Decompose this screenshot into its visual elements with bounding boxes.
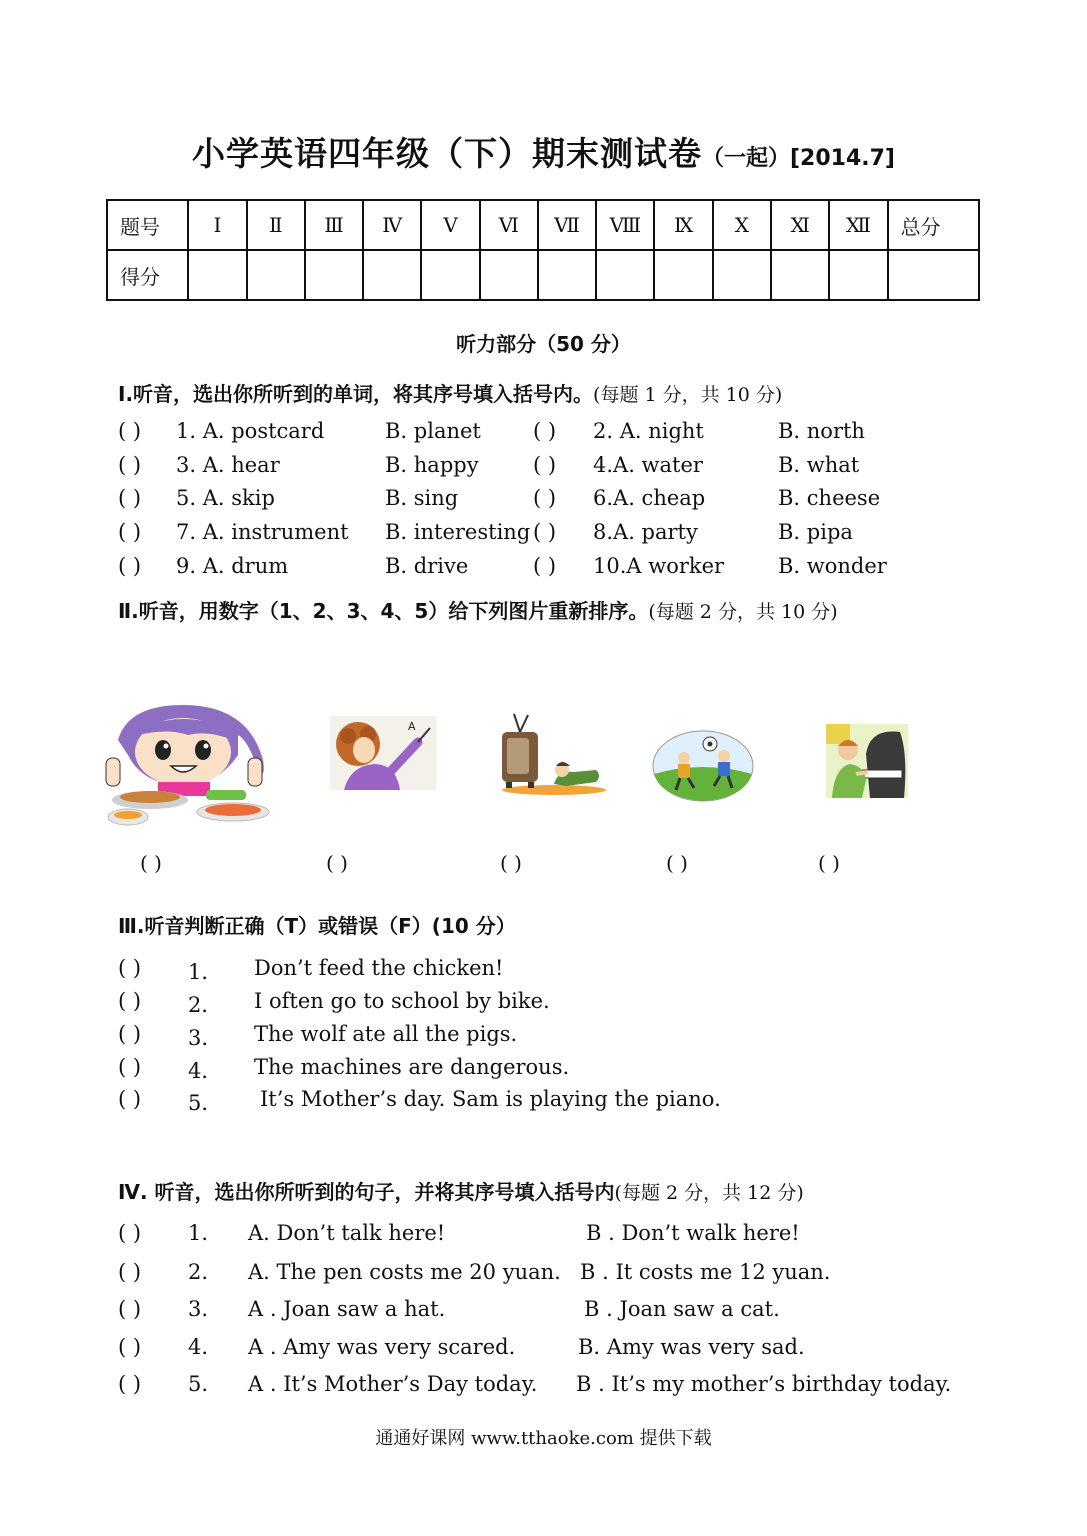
option-b: B. north xyxy=(778,419,865,443)
answer-blank: ( ) xyxy=(533,419,557,443)
picture-4-blank: ( ) xyxy=(666,851,688,875)
statement-text: The wolf ate all the pigs. xyxy=(254,1022,518,1046)
question-text: 3. A. hear xyxy=(176,453,280,477)
listening-heading: 听力部分（50 分） xyxy=(456,332,631,356)
statement-text: Don’t feed the chicken! xyxy=(254,956,504,980)
option-a: A . Joan saw a hat. xyxy=(248,1297,446,1321)
column-12: Ⅻ xyxy=(829,200,887,250)
score-cell xyxy=(480,250,538,300)
option-b: B . Don’t walk here! xyxy=(586,1221,800,1245)
answer-blank: ( ) xyxy=(118,520,142,544)
option-b: B. what xyxy=(778,453,860,477)
picture-3-blank: ( ) xyxy=(500,851,522,875)
score-cell xyxy=(596,250,654,300)
question-text: 2. A. night xyxy=(593,419,704,443)
section4-heading xyxy=(118,1176,804,1205)
answer-blank: ( ) xyxy=(118,1087,142,1111)
score-label: 得分 xyxy=(107,250,188,300)
column-10: Ⅹ xyxy=(713,200,771,250)
item-number: 3． xyxy=(188,1026,223,1050)
question-text: 10.A worker xyxy=(593,554,725,578)
answer-blank: ( ) xyxy=(533,554,557,578)
score-cell xyxy=(771,250,829,300)
boy-watching-tv-picture xyxy=(496,712,606,796)
statement-text: The machines are dangerous. xyxy=(254,1055,570,1079)
column-4: Ⅳ xyxy=(363,200,421,250)
svg-text:A: A xyxy=(408,720,416,733)
answer-blank: ( ) xyxy=(533,520,557,544)
option-b: B. drive xyxy=(385,554,469,578)
section2-title: Ⅱ.听音，用数字（1、2、3、4、5）给下列图片重新排序。 xyxy=(118,599,649,623)
woman-pointing-picture xyxy=(330,716,436,790)
statement-text: I often go to school by bike. xyxy=(254,989,550,1013)
answer-blank: ( ) xyxy=(118,956,142,980)
item-number: 4. xyxy=(188,1335,209,1359)
total-score-label: 总分 xyxy=(888,200,979,250)
option-a: A. The pen costs me 20 yuan. xyxy=(248,1260,561,1284)
column-5: Ⅴ xyxy=(421,200,479,250)
answer-blank: ( ) xyxy=(118,1022,142,1046)
score-cell xyxy=(538,250,596,300)
title-main: 小学英语四年级（下）期末测试卷 xyxy=(191,134,702,173)
option-b: B. planet xyxy=(385,419,481,443)
score-table-header-row xyxy=(107,200,979,250)
option-b: B. cheese xyxy=(778,486,881,510)
item-number: 2. xyxy=(188,1260,209,1284)
answer-blank: ( ) xyxy=(118,486,142,510)
answer-blank: ( ) xyxy=(118,1221,142,1245)
option-b: B . Joan saw a cat. xyxy=(584,1297,780,1321)
page-title xyxy=(0,128,1087,175)
question-text: 9. A. drum xyxy=(176,554,289,578)
question-number-label: 题号 xyxy=(107,200,188,250)
section3-heading: Ⅲ.听音判断正确（T）或错误（F）(10 分） xyxy=(118,914,516,938)
answer-blank: ( ) xyxy=(118,989,142,1013)
score-cell xyxy=(305,250,363,300)
statement-text: It’s Mother’s day. Sam is playing the piano. xyxy=(260,1087,721,1111)
answer-blank: ( ) xyxy=(533,453,557,477)
option-a: A. Don’t talk here! xyxy=(248,1221,446,1245)
option-b: B. interesting xyxy=(385,520,531,544)
item-number: 5. xyxy=(188,1372,209,1396)
section1-title: Ⅰ.听音，选出你所听到的单词，将其序号填入括号内。 xyxy=(118,382,594,406)
option-a: A . It’s Mother’s Day today. xyxy=(248,1372,538,1396)
item-number: 3. xyxy=(188,1297,209,1321)
section2-heading xyxy=(118,595,838,624)
column-7: Ⅶ xyxy=(538,200,596,250)
answer-blank: ( ) xyxy=(118,1055,142,1079)
score-table-score-row xyxy=(107,250,979,300)
section1-heading xyxy=(118,378,782,407)
kids-playing-football-picture xyxy=(652,730,754,802)
answer-blank: ( ) xyxy=(118,453,142,477)
score-cell xyxy=(829,250,887,300)
column-6: Ⅵ xyxy=(480,200,538,250)
question-text: 6.A. cheap xyxy=(593,486,706,510)
score-cell xyxy=(713,250,771,300)
option-b: B. wonder xyxy=(778,554,887,578)
column-2: Ⅱ xyxy=(247,200,305,250)
option-b: B . It’s my mother’s birthday today. xyxy=(576,1372,952,1396)
option-b: B. sing xyxy=(385,486,459,510)
question-text: 8.A. party xyxy=(593,520,698,544)
score-cell xyxy=(363,250,421,300)
section1-note: (每题 1 分，共 10 分) xyxy=(593,384,783,406)
item-number: 5． xyxy=(188,1091,223,1115)
question-text: 5. A. skip xyxy=(176,486,275,510)
score-cell xyxy=(421,250,479,300)
answer-blank: ( ) xyxy=(118,1297,142,1321)
option-b: B . It costs me 12 yuan. xyxy=(580,1260,831,1284)
option-b: B. Amy was very sad. xyxy=(578,1335,805,1359)
item-number: 4． xyxy=(188,1059,223,1083)
column-8: Ⅷ xyxy=(596,200,654,250)
answer-blank: ( ) xyxy=(118,1335,142,1359)
section4-title: Ⅳ. 听音，选出你所听到的句子，并将其序号填入括号内 xyxy=(118,1180,615,1204)
answer-blank: ( ) xyxy=(118,1372,142,1396)
column-3: Ⅲ xyxy=(305,200,363,250)
score-cell xyxy=(888,250,979,300)
item-number: 2． xyxy=(188,993,223,1017)
option-b: B. happy xyxy=(385,453,479,477)
section2-note: (每题 2 分，共 10 分) xyxy=(648,601,838,623)
option-b: B. pipa xyxy=(778,520,853,544)
column-1: Ⅰ xyxy=(188,200,246,250)
question-text: 4.A. water xyxy=(593,453,703,477)
answer-blank: ( ) xyxy=(533,486,557,510)
option-a: A . Amy was very scared. xyxy=(248,1335,516,1359)
column-9: Ⅸ xyxy=(654,200,712,250)
picture-5-blank: ( ) xyxy=(818,851,840,875)
item-number: 1. xyxy=(188,1221,209,1245)
question-text: 1. A. postcard xyxy=(176,419,325,443)
answer-blank: ( ) xyxy=(118,554,142,578)
question-text: 7. A. instrument xyxy=(176,520,349,544)
answer-blank: ( ) xyxy=(118,1260,142,1284)
score-cell xyxy=(188,250,246,300)
picture-2-blank: ( ) xyxy=(326,851,348,875)
column-11: Ⅺ xyxy=(771,200,829,250)
score-cell xyxy=(654,250,712,300)
picture-1-blank: ( ) xyxy=(140,851,162,875)
boy-playing-piano-picture xyxy=(826,724,908,798)
girl-eating-picture xyxy=(98,700,270,828)
answer-blank: ( ) xyxy=(118,419,142,443)
item-number: 1． xyxy=(188,960,223,984)
section4-note: (每题 2 分，共 12 分) xyxy=(614,1182,804,1204)
score-cell xyxy=(247,250,305,300)
score-table xyxy=(106,199,980,301)
title-sub: （一起）[2014.7] xyxy=(701,146,895,171)
footer-text: 通通好课网 www.tthaoke.com 提供下载 xyxy=(375,1428,712,1449)
